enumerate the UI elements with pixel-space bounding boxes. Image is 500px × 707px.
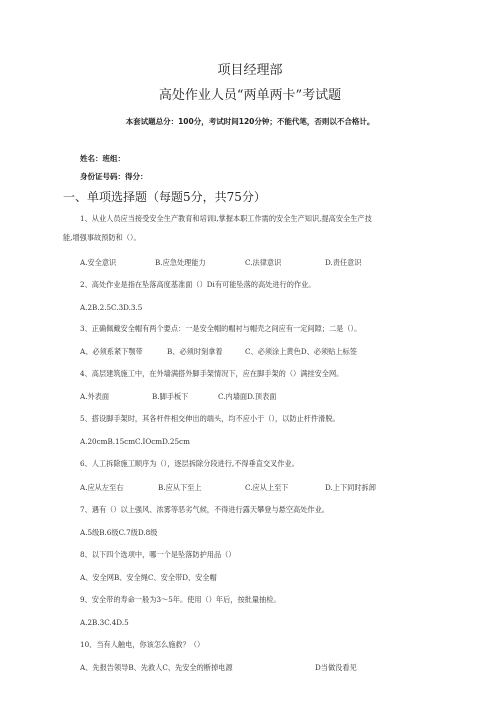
q1-option-b: B.应急处理能力	[155, 258, 206, 267]
q1-option-c: C.法律意识	[245, 258, 282, 267]
exam-notice: 本套试题总分：100分，考试时间120分钟；不能代笔，否则以不合格计。	[125, 117, 375, 126]
q9-options: A.2B.3C.4D.5	[80, 618, 129, 627]
question-9: 9、安全带的寿命一般为3～5年。使用（）年后，按批量抽检。	[80, 595, 281, 604]
q4-option-b: B.脚手板下	[152, 392, 189, 401]
department-heading: 项目经理部	[217, 63, 283, 78]
question-3: 3、正确佩戴安全帽有两个要点：一是安全帽的帽衬与帽壳之间应有一定间隙；二是（）。	[80, 324, 362, 333]
q6-option-c: C.应从上至下	[245, 483, 289, 492]
question-6: 6、人工拆除施工顺序为（），逐层拆除分段进行,不得垂直交叉作业。	[80, 459, 299, 468]
question-7: 7、遇有（）以上强风、浓雾等恶劣气候，不得进行露天攀登与悬空高处作业。	[80, 505, 329, 514]
q4-option-a: A.外表面	[80, 392, 110, 401]
q10-option-abc: A、先报告领导B、先救人C、先安全的断掉电源	[80, 663, 233, 672]
q7-options: A.5级B.6级C.7级D.8级	[80, 528, 158, 537]
q4-option-c: C.内墙面D.顶表面	[218, 392, 277, 401]
question-4: 4、高层建筑施工中，在外墙满搭外脚手架情况下，应在脚手架的（）满挂安全网。	[80, 369, 344, 378]
question-10: 10、当有人触电，你该怎么施救？（）	[80, 640, 205, 649]
question-1: 1、从业人员应当接受安全生产教育和培训l,掌握本职工作需的安全生产知识,提高安全生产技	[80, 214, 372, 223]
q3-option-b: B、必须时刻拿着	[167, 347, 223, 356]
q8-options: A、安全网B、安全绳C、安全带D、安全帽	[80, 573, 217, 582]
name-class-field: 姓名：班组：	[80, 154, 125, 163]
question-2: 2、高处作业是指在坠落高度基准面（）Di有可能坠落的高处进行的作业。	[80, 280, 316, 289]
q6-option-a: A.应从左至右	[80, 483, 124, 492]
q6-option-d: D.上下同时拆卸	[325, 483, 376, 492]
question-1-cont: 能,增强事故预防和（）。	[63, 233, 141, 242]
q10-option-d: D当做没看见	[315, 663, 357, 672]
q6-option-b: B.应从下至上	[158, 483, 202, 492]
q2-options: A.2B.2.5C.3D.3.5	[80, 303, 143, 312]
q1-option-d: D.责任意识	[325, 258, 362, 267]
section-title: 一、单项选择题（每题5分，共75分）	[63, 190, 266, 204]
q3-option-a: A、必须系紧下颚带	[80, 347, 143, 356]
q3-option-c: C、必须涂上黄色D、必须贴上标签	[245, 347, 357, 356]
exam-title: 高处作业人员“两单两卡”考试题	[158, 88, 342, 103]
q5-options: A.20cmB.15cmC.IOcmD.25cm	[80, 437, 190, 446]
question-5: 5、搭设脚手架时，其各杆件相交伸出的端头，均不应小于（），以防止杆件滑脱。	[80, 414, 340, 423]
id-score-field: 身份证号码：得分：	[80, 172, 148, 181]
q1-option-a: A.安全意识	[80, 258, 117, 267]
question-8: 8、以下四个选项中，哪一个是坠落防护用品（）	[80, 550, 236, 559]
